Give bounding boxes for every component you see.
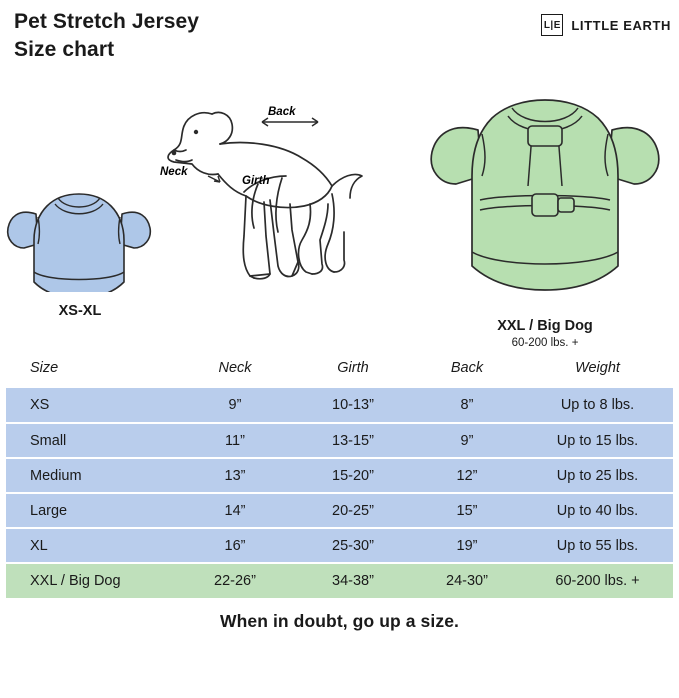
cell-girth: 25-30” — [294, 528, 412, 563]
cell-back: 15” — [412, 493, 522, 528]
cell-girth: 34-38” — [294, 563, 412, 598]
table-row — [6, 493, 673, 528]
table-header-row — [6, 352, 673, 388]
figure-xxl-caption: XXL / Big Dog — [497, 318, 593, 334]
cell-size: XXL / Big Dog — [6, 563, 176, 598]
figure-xs-xl-caption: XS-XL — [58, 303, 102, 319]
illustration-band — [0, 62, 679, 352]
cell-neck: 16” — [176, 528, 294, 563]
cell-back: 9” — [412, 423, 522, 458]
brand-logo — [541, 14, 671, 36]
figure-xxl-big-dog — [420, 82, 670, 349]
cell-back: 12” — [412, 458, 522, 493]
cell-size: Small — [6, 423, 176, 458]
figure-measurement-diagram — [150, 80, 380, 315]
label-girth: Girth — [242, 175, 270, 187]
cell-neck: 22-26” — [176, 563, 294, 598]
column-header-weight: Weight — [575, 360, 620, 376]
dog-jersey-front-blue-icon — [0, 122, 160, 292]
page-header — [0, 0, 679, 62]
brand-name: LITTLE EARTH — [571, 17, 671, 33]
size-chart-table — [6, 352, 673, 598]
cell-girth: 20-25” — [294, 493, 412, 528]
column-header-size: Size — [30, 360, 59, 376]
cell-weight: Up to 40 lbs. — [522, 493, 673, 528]
cell-weight: Up to 25 lbs. — [522, 458, 673, 493]
label-back: Back — [268, 106, 296, 118]
cell-neck: 9” — [228, 397, 242, 413]
cell-size: XL — [6, 528, 176, 563]
cell-weight: Up to 8 lbs. — [560, 397, 635, 413]
table-row — [6, 423, 673, 458]
cell-weight: Up to 55 lbs. — [522, 528, 673, 563]
cell-size: XS — [30, 397, 50, 413]
table-header — [6, 352, 673, 388]
cell-back: 8” — [460, 397, 474, 413]
dog-measurement-diagram-icon — [150, 80, 380, 310]
label-neck: Neck — [160, 166, 188, 178]
cell-girth: 15-20” — [294, 458, 412, 493]
cell-size: Medium — [6, 458, 176, 493]
table-row — [6, 563, 673, 598]
footer-note: When in doubt, go up a size. — [219, 611, 460, 631]
page-title-line-2: Size chart — [14, 37, 115, 61]
column-header-neck: Neck — [218, 360, 252, 376]
cell-back: 24-30” — [412, 563, 522, 598]
table-row — [6, 388, 673, 423]
page-title-line-1: Pet Stretch Jersey — [14, 10, 200, 33]
table-body — [6, 388, 673, 598]
table-row — [6, 458, 673, 493]
dog-jersey-front-green-icon — [420, 82, 670, 307]
cell-girth: 10-13” — [332, 397, 374, 413]
cell-girth: 13-15” — [294, 423, 412, 458]
cell-neck: 14” — [176, 493, 294, 528]
size-chart-table-wrap — [0, 352, 679, 598]
figure-xxl-subcaption: 60-200 lbs. + — [511, 337, 579, 349]
column-header-girth: Girth — [337, 360, 369, 376]
cell-back: 19” — [412, 528, 522, 563]
cell-weight: 60-200 lbs. + — [522, 563, 673, 598]
brand-monogram-icon: L|E — [541, 14, 563, 36]
table-row — [6, 528, 673, 563]
cell-neck: 13” — [176, 458, 294, 493]
figure-xs-xl — [0, 122, 160, 319]
cell-weight: Up to 15 lbs. — [522, 423, 673, 458]
column-header-back: Back — [450, 360, 484, 376]
cell-size: Large — [6, 493, 176, 528]
cell-neck: 11” — [176, 423, 294, 458]
